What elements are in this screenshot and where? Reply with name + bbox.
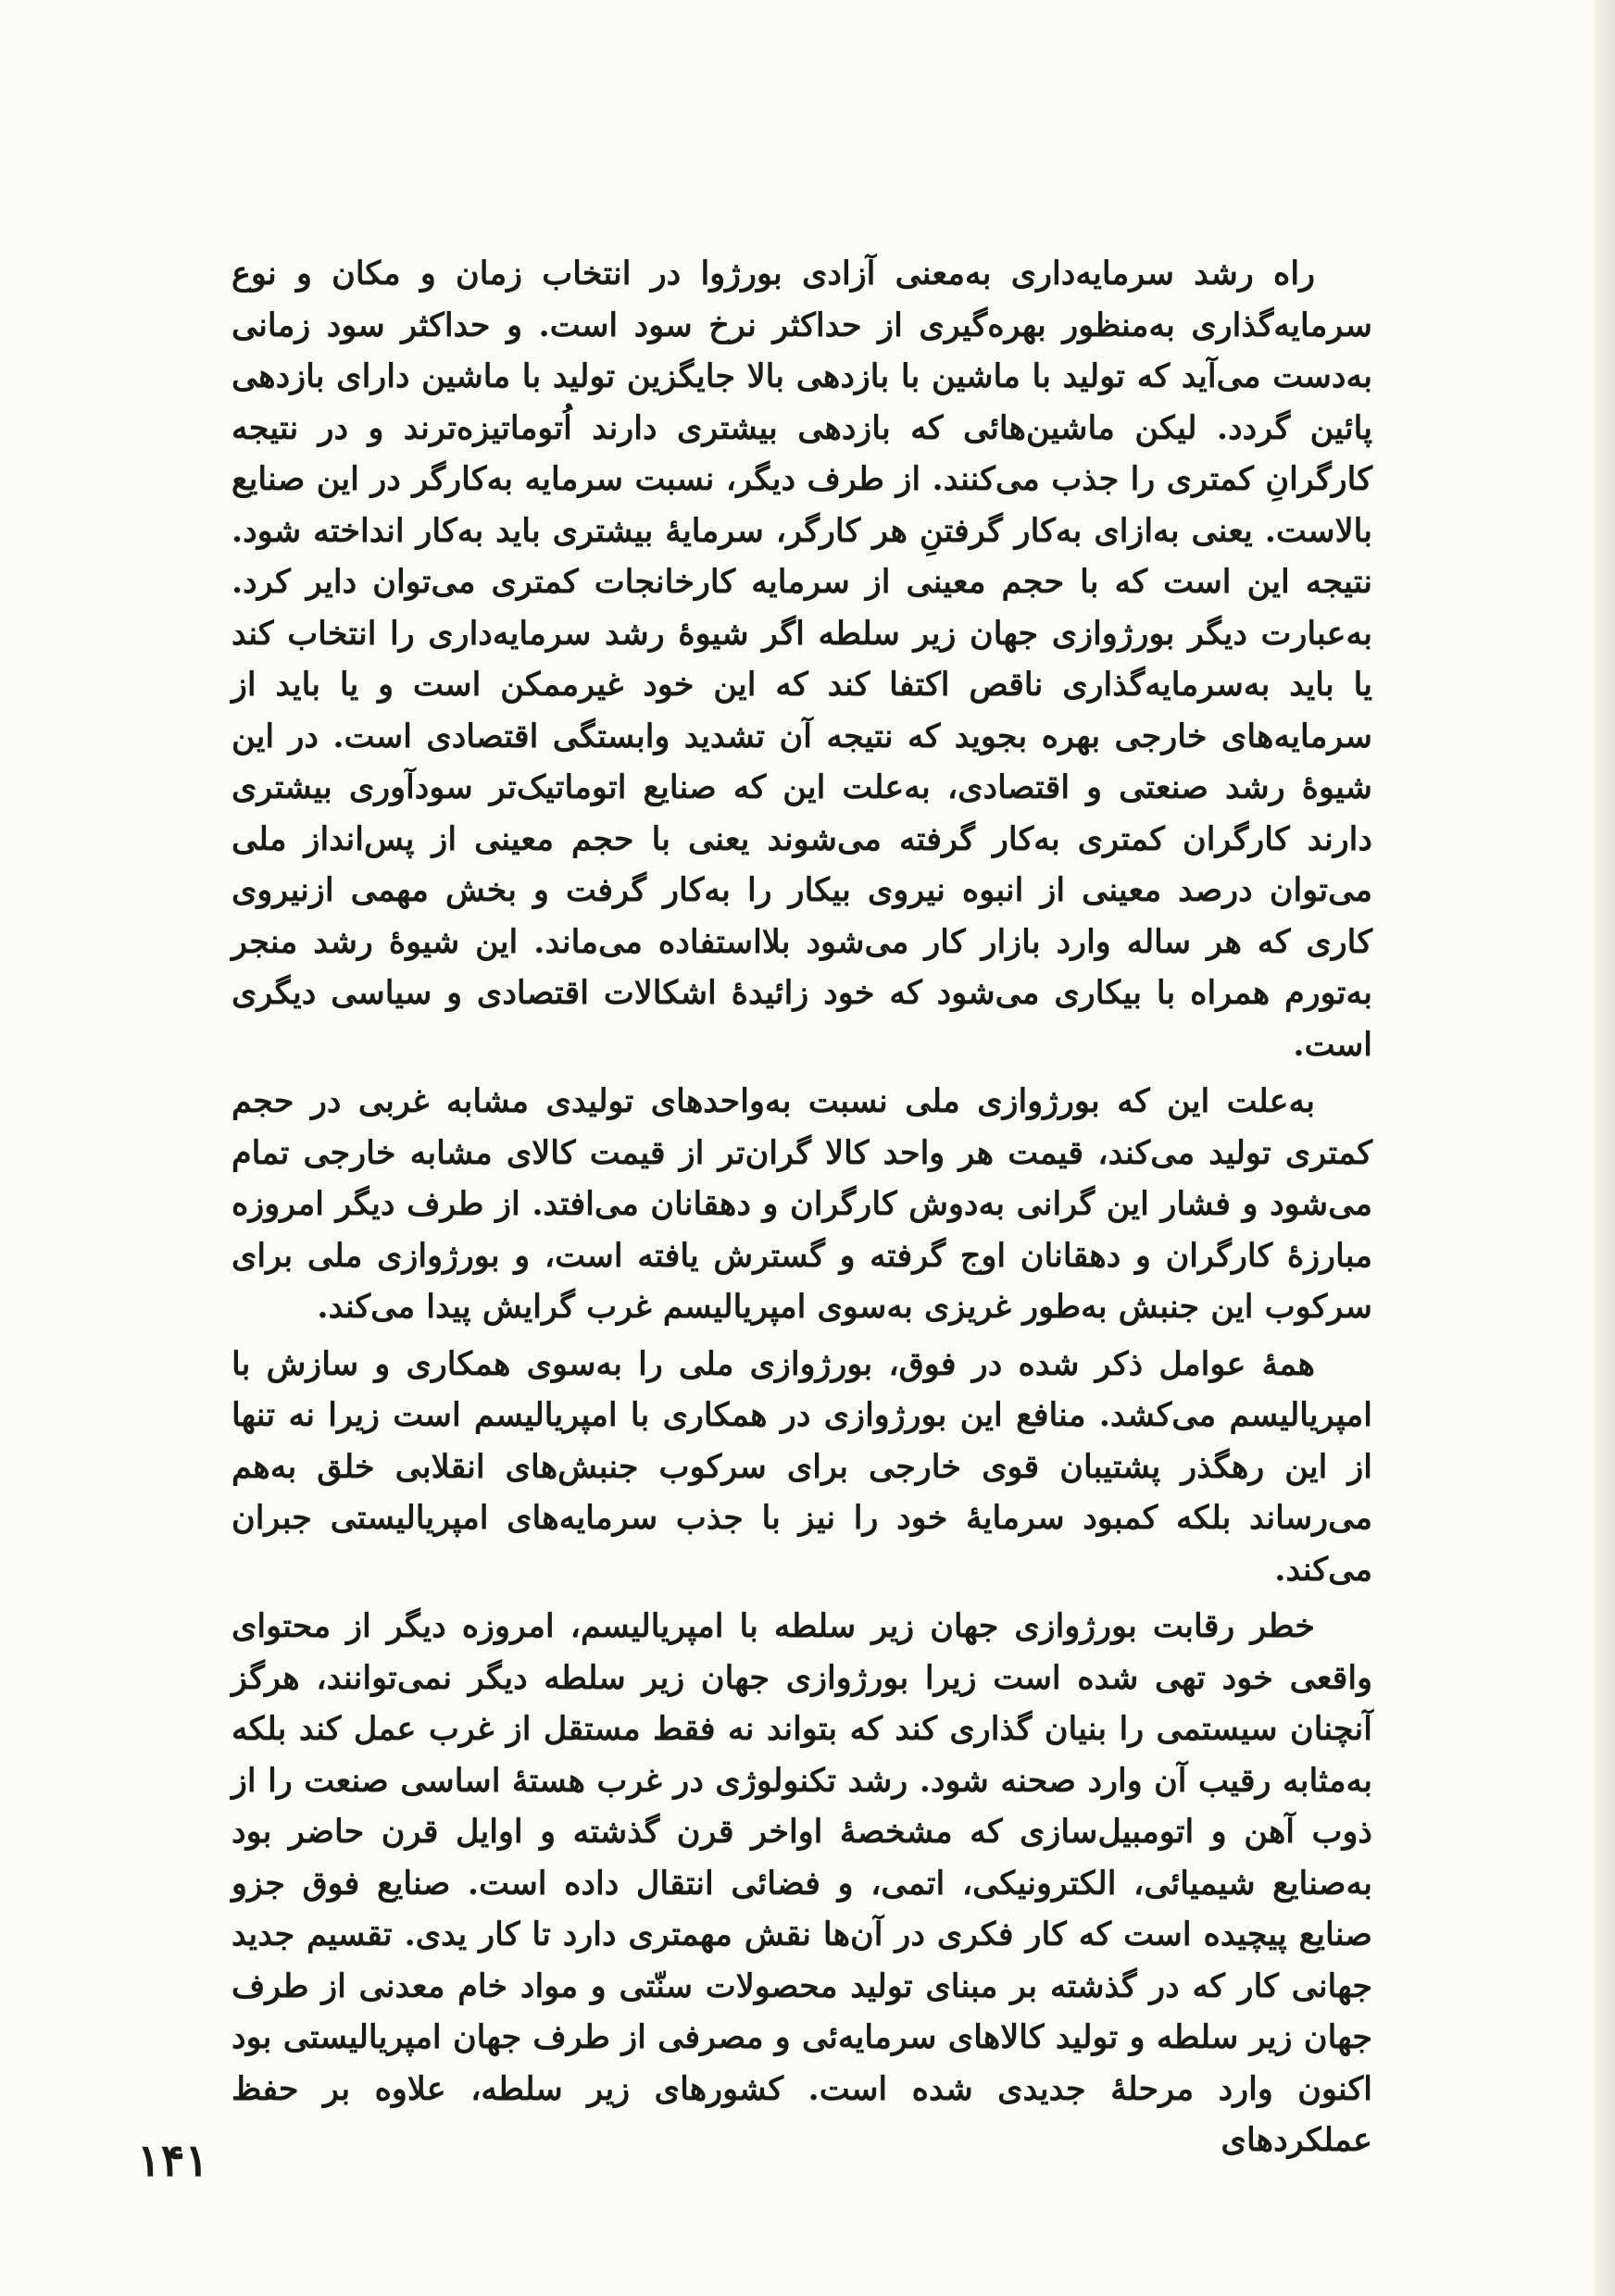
paragraph-3: همهٔ عوامل ذکر شده در فوق، بورژوازی ملی را به‌سوی همکاری و سازش با امپریالیسم می‌کشد. منافع این بورژوازی در همکاری با امپریالیسم است زیرا نه تنها از این رهگذر پشتیبان قوی خارجی برای سرکوب جنبش‌های انقلابی خلق به‌هم می‌رساند بلکه کمبود سرمایهٔ خود را نیز با جذب سرمایه‌های امپریالیستی جبران می‌کند. <box>232 1344 1372 1589</box>
page-number: ۱۴۱ <box>137 2135 209 2187</box>
paragraph-1: راه رشد سرمایه‌داری به‌معنی آزادی بورژوا در انتخاب زمان و مکان و نوع سرمایه‌گذاری به‌منظور بهره‌گیری از حداکثر نرخ سود است. و حداکثر سود زمانی به‌دست می‌آید که تولید با ماشین با بازدهی بالا جایگزین تولید با ماشین دارای بازدهی پائین گردد. لیکن ماشین‌هائی که بازدهی بیشتری دارند اُتوماتیزه‌ترند و در نتیجه کارگرانِ کمتری را جذب می‌کنند. از طرف دیگر، نسبت سرمایه به‌کارگر در این صنایع بالاست. یعنی به‌ازای به‌کار گرفتنِ هر کارگر، سرمایهٔ بیشتری باید به‌کار انداخته شود. نتیجه این است که با حجم معینی از سرمایه کارخانجات کمتری می‌توان دایر کرد. به‌عبارت دیگر بورژوازی جهان زیر سلطه اگر شیوهٔ رشد سرمایه‌داری را انتخاب کند یا باید به‌سرمایه‌گذاری ناقص اکتفا کند که این خود غیرممکن است و یا باید از سرمایه‌های خارجی بهره بجوید که نتیجه آن تشدید وابستگی اقتصادی است. در این شیوهٔ رشد صنعتی و اقتصادی، به‌علت این که صنایع اتوماتیک‌تر سودآوری بیشتری دارند کارگران کمتری به‌کار گرفته می‌شوند یعنی با حجم معینی از پس‌انداز ملی می‌توان درصد معینی از انبوه نیروی بیکار را به‌کار گرفت و بخش مهمی ازنیروی کاری که هر ساله وارد بازار کار می‌شود بلااستفاده می‌ماند. این شیوهٔ رشد منجر به‌تورم همراه با بیکاری می‌شود که خود زائیدهٔ اشکالات اقتصادی و سیاسی دیگری است. <box>232 255 1373 1064</box>
body-text <box>232 248 1372 2166</box>
paragraph-4: خطر رقابت بورژوازی جهان زیر سلطه با امپریالیسم، امروزه دیگر از محتوای واقعی خود تهی شده است زیرا بورژوازی جهان زیر سلطه دیگر نمی‌توانند، هرگز آنچنان سیستمی را بنیان گذاری کند که بتواند نه فقط مستقل از غرب عمل کند بلکه به‌مثابه رقیب آن وارد صحنه شود. رشد تکنولوژی در غرب هستهٔ اساسی صنعت را از ذوب آهن و اتومبیل‌سازی که مشخصهٔ اواخر قرن گذشته و اوایل قرن حاضر بود به‌صنایع شیمیائی، الکترونیکی، اتمی، و فضائی انتقال داده است. صنایع فوق جزو صنایع پیچیده است که کار فکری در آن‌ها نقش مهمتری دارد تا کار یدی. تقسیم جدید جهانی کار که در گذشته بر مبنای تولید محصولات سنّتی و مواد خام معدنی از طرف جهان زیر سلطه و تولید کالاهای سرمایه‌ئی و مصرفی از طرف جهان امپریالیستی بود اکنون وارد مرحلهٔ جدیدی شده است. کشورهای زیر سلطه، علاوه بر حفظ عملکردهای <box>232 1607 1372 2159</box>
page-edge <box>1595 0 1615 2296</box>
paragraph-2: به‌علت این که بورژوازی ملی نسبت به‌واحدهای تولیدی مشابه غربی در حجم کمتری تولید می‌کند، قیمت هر واحد کالا گران‌تر از قیمت کالای مشابه خارجی تمام می‌شود و فشار این گرانی به‌دوش کارگران و دهقانان می‌افتد. از طرف دیگر امروزه مبارزهٔ کارگران و دهقانان اوج گرفته و گسترش یافته است، و بورژوازی ملی برای سرکوب این جنبش به‌طور غریزی به‌سوی امپریالیسم غرب گرایش پیدا می‌کند. <box>232 1082 1372 1326</box>
